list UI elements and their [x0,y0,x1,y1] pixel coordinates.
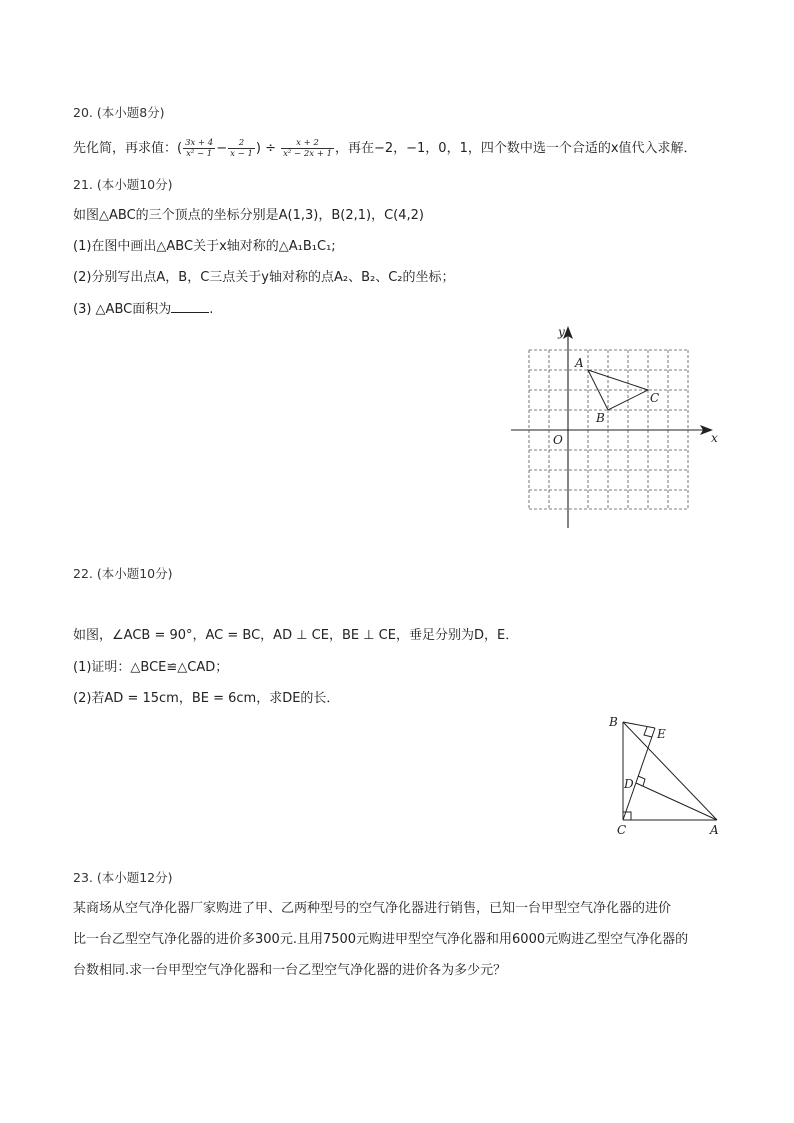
q22-intro: 如图，∠ACB = 90°，AC = BC，AD ⊥ CE，BE ⊥ CE，垂足分别为D，E． [73,628,519,643]
label-b: B [596,411,605,425]
label-x: x [711,431,718,445]
q20-suffix: ，再在−2，−1，0，1，四个数中选一个合适的x值代入求解． [334,141,697,156]
q21-part3-suffix: . [209,302,214,317]
label-d: D [624,777,634,791]
q20-fraction-2 [228,138,255,159]
q20-frac2-num: 2 [228,138,255,149]
q22-part2: (2)若AD = 15cm，BE = 6cm，求DE的长． [73,691,340,706]
q23-line1: 某商场从空气净化器厂家购进了甲、乙两种型号的空气净化器进行销售，已知一台甲型空气净化器的进价 [73,901,672,916]
label-c: C [650,391,660,405]
q20-heading: 20. (本小题8分) [73,105,165,120]
q23-line2: 比一台乙型空气净化器的进价多300元.且用7500元购进甲型空气净化器和用6000元购进乙型空气净化器的 [73,932,689,947]
q20-frac1-num: 3x + 4 [185,138,214,148]
q20-prefix: 先化简，再求值：( [73,141,183,156]
label-b: B [609,715,618,729]
q20-fraction-1 [183,138,215,159]
q20-frac2-den: x − 1 [230,149,253,159]
coordinate-grid-figure [505,322,725,534]
q21-part1: (1)在图中画出△ABC关于x轴对称的△A₁B₁C₁; [73,239,336,254]
q22-part1: (1)证明：△BCE≌△CAD； [73,660,229,675]
q21-heading: 21. (本小题10分) [73,177,173,192]
q20-frac3-den: x² − 2x + 1 [283,149,332,159]
right-angle-e [644,727,652,737]
label-a: A [710,823,719,837]
segment-ce [623,728,655,820]
q20-fraction-3 [281,138,334,159]
q21-part3-prefix: (3) △ABC面积为 [73,302,172,317]
label-y: y [558,325,565,339]
q20-frac1-den: x² − 1 [186,149,213,159]
label-e: E [657,727,666,741]
label-c: C [617,823,627,837]
q20-minus: − [216,141,228,156]
q21-intro: 如图△ABC的三个顶点的坐标分别是A(1,3)，B(2,1)，C(4,2) [73,208,425,223]
q21-part2: (2)分别写出点A，B，C三点关于y轴对称的点A₂、B₂、C₂的坐标； [73,270,455,285]
answer-blank [171,300,209,313]
label-origin: O [553,433,563,447]
triangle-figure [603,710,733,840]
q20-div: ) ÷ [255,141,276,156]
q23-heading: 23. (本小题12分) [73,870,173,885]
segment-ad [636,783,717,820]
q20-frac3-num: x + 2 [281,138,334,149]
segment-ba [623,722,717,820]
q20-expression [73,138,697,159]
q21-part3 [73,300,213,319]
q22-heading: 22. (本小题10分) [73,566,173,581]
label-a: A [575,356,584,370]
q23-line3: 台数相同.求一台甲型空气净化器和一台乙型空气净化器的进价各为多少元？ [73,963,507,978]
